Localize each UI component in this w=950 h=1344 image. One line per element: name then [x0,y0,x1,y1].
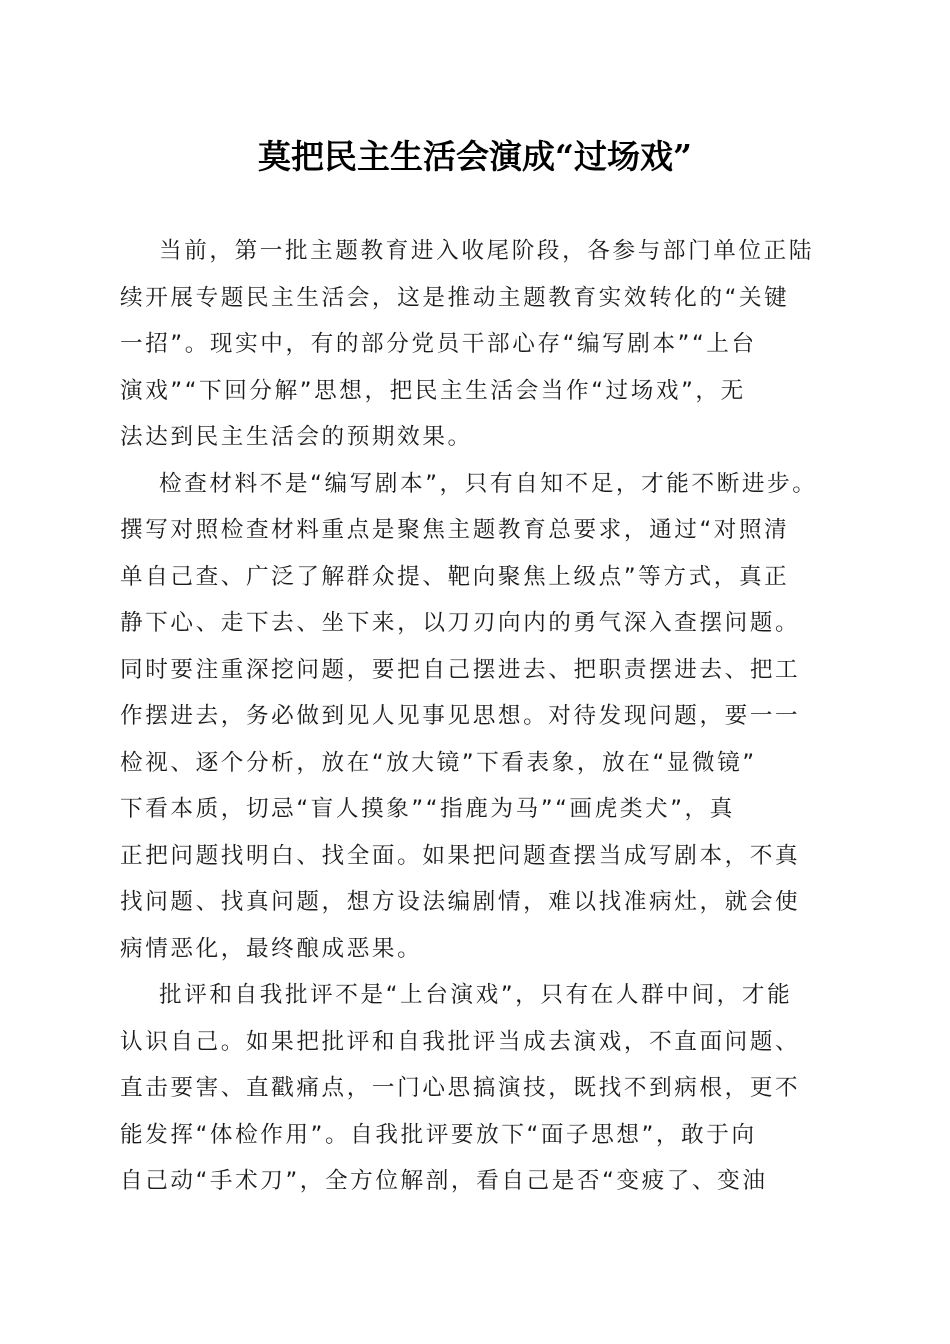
paragraph-1 [120,228,826,461]
text-line: 演戏”“下回分解”思想，把民主生活会当作“过场戏”，无 [120,377,746,404]
text-line: 检视、逐个分析，放在“放大镜”下看表象，放在“显微镜” [120,749,757,776]
text-line: 直击要害、直戳痛点，一门心思搞演技，既找不到病根，更不 [120,1075,801,1101]
paragraph-2 [120,461,826,973]
text-line: 静下心、走下去、坐下来，以刀刃向内的勇气深入查摆问题。 [120,610,801,636]
text-line: 能发挥“体检作用”。自我批评要放下“面子思想”，敢于向 [120,1121,757,1148]
text-line: 病情恶化，最终酿成恶果。 [120,935,423,962]
text-line: 认识自己。如果把批评和自我批评当成去演戏，不直面问题、 [120,1028,801,1055]
text-line: 撰写对照检查材料重点是聚焦主题教育总要求，通过“对照清 [120,517,790,543]
text-line: 正把问题找明白、找全面。如果把问题查摆当成写剧本，不真 [120,842,801,869]
text-line: 作摆进去，务必做到见人见事见思想。对待发现问题，要一一 [120,703,801,729]
text-line: 续开展专题民主生活会，这是推动主题教育实效转化的“关键 [120,284,790,311]
text-line: 法达到民主生活会的预期效果。 [120,424,473,450]
text-line: 单自己查、广泛了解群众提、靶向聚焦上级点”等方式，真正 [120,563,790,590]
text-line: 自己动“手术刀”，全方位解剖，看自己是否“变疲了、变油 [120,1168,768,1194]
text-line: 批评和自我批评不是“上台演戏”，只有在人群中间，才能 [159,982,793,1008]
document-body [120,228,826,1205]
text-line: 检查材料不是“编写剧本”，只有自知不足，才能不断进步。 [159,470,818,497]
text-line: 找问题、找真问题，想方设法编剧情，难以找准病灶，就会使 [120,889,801,915]
paragraph-3 [120,972,826,1205]
document-title: 莫把民主生活会演成“过场戏” [258,137,692,176]
text-line: 同时要注重深挖问题，要把自己摆进去、把职责摆进去、把工 [120,656,801,683]
text-line: 下看本质，切忌“盲人摸象”“指鹿为马”“画虎类犬”，真 [120,796,735,822]
text-line: 一招”。现实中，有的部分党员干部心存“编写剧本”“上台 [120,331,757,357]
text-line: 当前，第一批主题教育进入收尾阶段，各参与部门单位正陆 [159,238,815,264]
